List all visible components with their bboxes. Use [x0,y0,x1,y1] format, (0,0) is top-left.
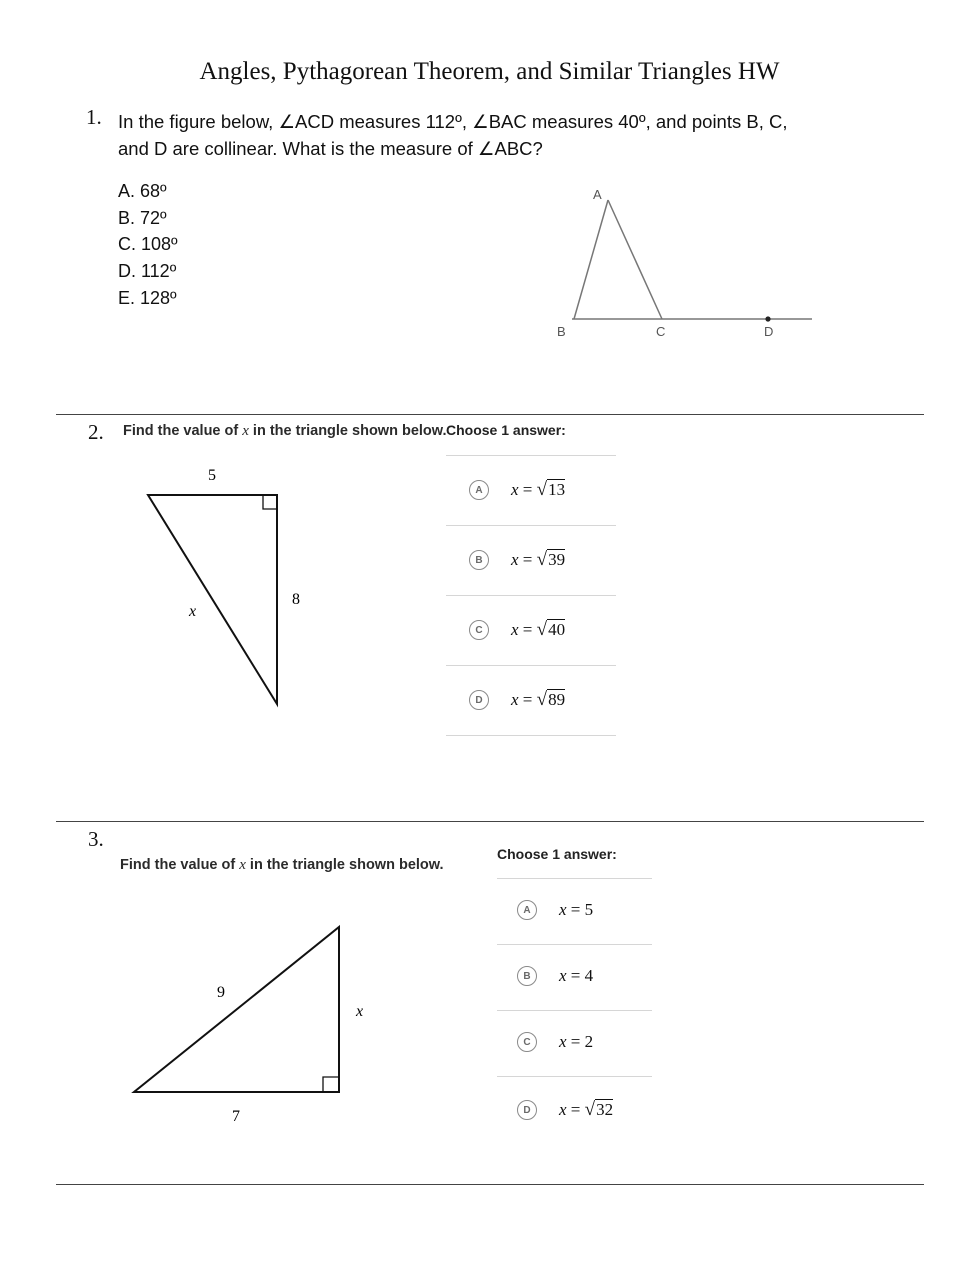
segment-ab [574,200,608,319]
question-3-number: 3. [88,827,104,851]
prompt-variable: x [242,423,249,439]
side-label-hypotenuse: x [189,603,197,620]
answer-option-a[interactable] [517,900,593,920]
label-a: A [593,187,602,202]
equation-variable: x [559,1100,567,1119]
option-equation [511,549,565,571]
equation-value: 5 [584,900,594,919]
equation-variable: x [559,966,567,985]
segment-ac [608,200,662,319]
option-divider [446,735,616,736]
option-equation [559,900,593,920]
option-bubble-b[interactable]: B [469,550,489,570]
divider-2 [56,821,924,822]
equation-value: 32 [596,1100,614,1119]
option-bubble-c[interactable]: C [517,1032,537,1052]
sqrt-symbol: √ [536,689,548,710]
equation-variable: x [559,1032,567,1051]
side-label-bottom: 7 [232,1108,240,1125]
equation-operator: = [518,690,537,709]
equation-value: 4 [584,966,594,985]
option-divider [497,944,652,945]
choice-d: D. 112º [118,261,177,282]
answer-option-b[interactable] [469,549,565,571]
equation-operator: = [566,966,585,985]
question-1-figure [550,180,830,345]
option-equation [511,619,565,641]
divider-1 [56,414,924,415]
point-d [765,316,770,321]
question-2-prompt [123,423,447,440]
equation-operator: = [518,550,537,569]
question-1-text-line2: and D are collinear. What is the measure of ∠ABC? [118,138,543,159]
answer-option-b[interactable] [517,966,593,986]
label-b: B [557,324,566,339]
choice-b: B. 72º [118,207,167,228]
equation-value: 13 [548,480,566,499]
sqrt-symbol: √ [536,479,548,500]
option-equation [559,966,593,986]
equation-variable: x [511,550,519,569]
equation-operator: = [518,480,537,499]
equation-operator: = [566,900,585,919]
option-divider [497,1076,652,1077]
sqrt-symbol: √ [536,619,548,640]
option-bubble-a[interactable]: A [469,480,489,500]
prompt-variable: x [239,857,246,873]
answer-option-c[interactable] [517,1032,593,1052]
sqrt-symbol: √ [584,1099,596,1120]
option-equation [559,1099,613,1121]
right-angle-marker [263,495,277,509]
option-equation [511,689,565,711]
option-bubble-d[interactable]: D [517,1100,537,1120]
option-bubble-d[interactable]: D [469,690,489,710]
equation-variable: x [511,690,519,709]
side-label-top: 5 [208,467,216,484]
option-divider [446,665,616,666]
side-label-right: x [356,1003,364,1020]
prompt-text: Find the value of [120,857,240,873]
divider-3 [56,1184,924,1185]
prompt-text: in the triangle shown below. [245,857,444,873]
equation-value: 89 [548,690,566,709]
prompt-text: Find the value of [123,423,243,439]
question-1-choices [118,178,178,312]
option-equation [511,479,565,501]
label-c: C [656,324,666,339]
equation-value: 2 [584,1032,594,1051]
option-divider [497,878,652,879]
option-equation [559,1032,593,1052]
question-1-text [118,108,858,162]
equation-operator: = [518,620,537,639]
prompt-text: in the triangle shown below. [248,423,447,439]
choice-e: E. 128º [118,287,177,308]
page-title: Angles, Pythagorean Theorem, and Similar Triangles HW [199,58,780,85]
triangle [148,495,277,704]
choose-one-label: Choose 1 answer: [497,846,617,862]
question-3-figure [120,915,380,1130]
answer-option-d[interactable] [517,1099,613,1121]
choose-one-label: Choose 1 answer: [446,422,566,438]
question-2-figure [130,460,330,720]
option-divider [446,455,616,456]
question-2-number: 2. [88,420,104,444]
label-d: D [764,324,774,339]
question-1-text-line1: In the figure below, ∠ACD measures 112º, ∠BAC measures 40º, and points B, C, [118,111,788,132]
option-divider [446,595,616,596]
question-1-number: 1. [86,105,102,129]
option-bubble-a[interactable]: A [517,900,537,920]
question-3-prompt [120,857,444,874]
right-angle-marker [323,1077,339,1092]
option-bubble-c[interactable]: C [469,620,489,640]
choice-a: A. 68º [118,181,167,201]
equation-variable: x [511,480,519,499]
answer-option-d[interactable] [469,689,565,711]
equation-operator: = [566,1032,585,1051]
choice-c: C. 108º [118,234,178,255]
option-divider [446,525,616,526]
side-label-hypotenuse: 9 [217,984,225,1001]
equation-variable: x [511,620,519,639]
equation-operator: = [566,1100,585,1119]
answer-option-c[interactable] [469,619,565,641]
equation-value: 40 [548,620,566,639]
triangle [134,927,339,1092]
side-label-right: 8 [292,591,300,608]
sqrt-symbol: √ [536,549,548,570]
equation-value: 39 [548,550,566,569]
answer-option-a[interactable] [469,479,565,501]
equation-variable: x [559,900,567,919]
option-divider [497,1010,652,1011]
option-bubble-b[interactable]: B [517,966,537,986]
